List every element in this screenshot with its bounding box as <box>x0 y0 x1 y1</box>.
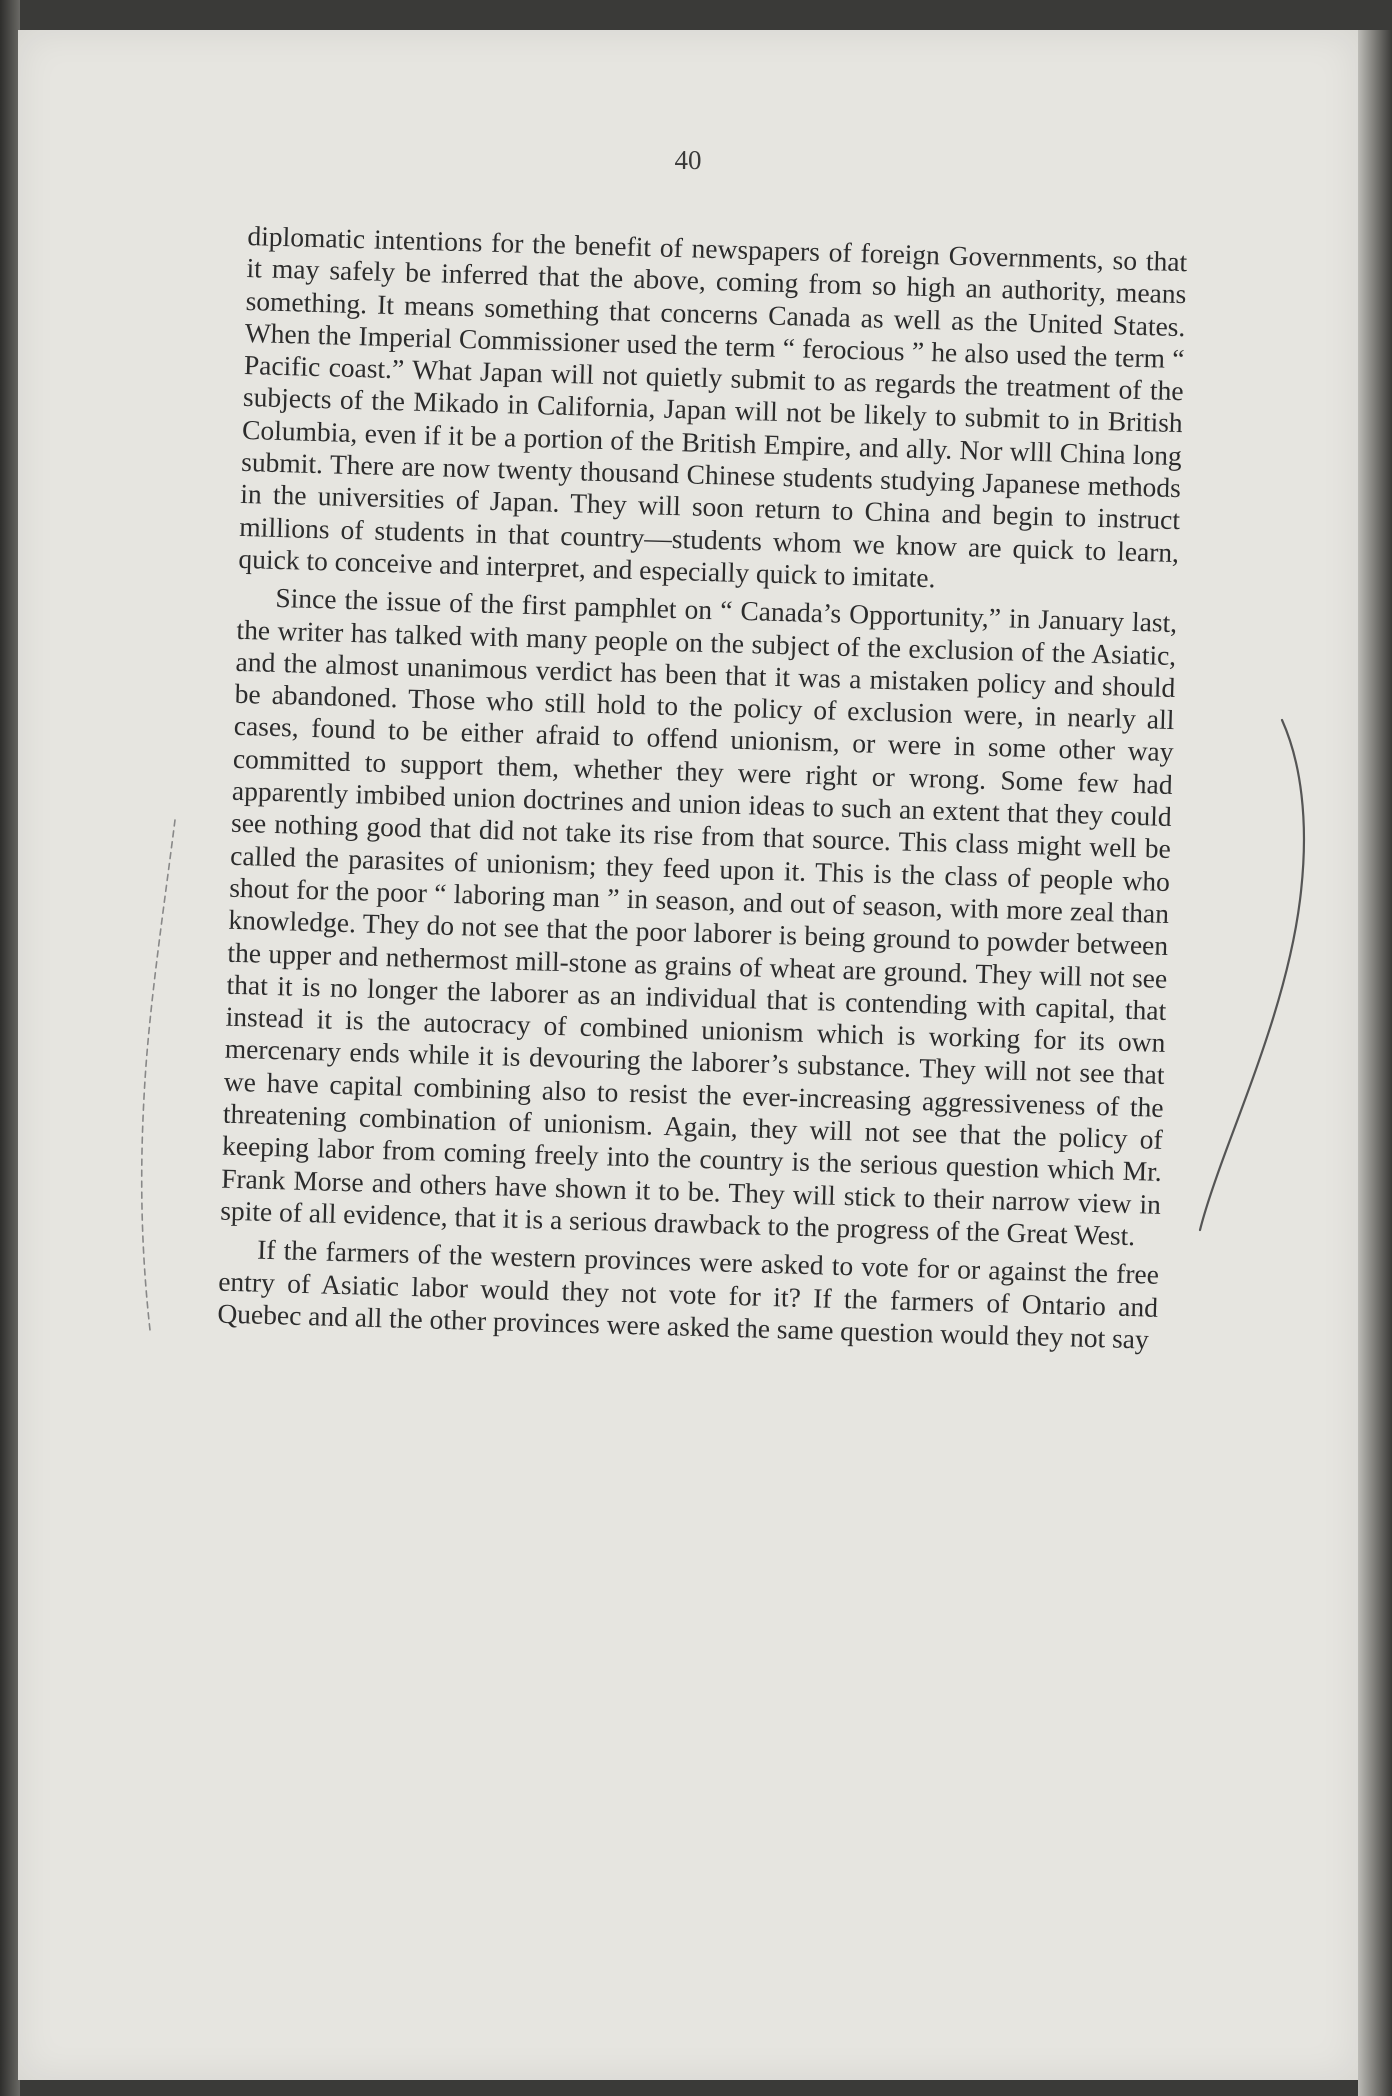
scan-right-edge <box>1358 30 1392 2096</box>
page-number: 40 <box>674 145 702 175</box>
book-page <box>18 30 1358 2080</box>
paragraph-2: Since the issue of the first pamphlet on “ Canada’s Opportunity,” in January last, the writer has talked with many people on the subject of the exclusion of the Asiatic, and the almost unanimous verdict has been that it was a mistaken policy and should be abandoned. Those who still hold to the policy of exclusion were, in nearly all cases, found to be either afraid to offend unionism, or were in some other way committed to support them, whether they were right or wrong. Some few had apparently imbibed union doctrines and union ideas to such an extent that they could see nothing good that did not take its rise from that source. This class might well be called the parasites of unionism; they feed upon it. This is the class of people who shout for the poor “ laboring man ” in season, and out of season, with more zeal than knowledge. They do not see that the poor laborer is being ground to powder between the upper and nethermost mill-stone as grains of wheat are ground. They will not see that it is no longer the laborer as an individual that is contending with capital, that instead it is the autocracy of combined unionism which is working for its own mercenary ends while it is devouring the laborer’s substance. They will not see that we have capital combining also to resist the ever-increasing aggressiveness of the threatening combination of unionism. Again, they will not see that the policy of keeping labor from coming freely into the country is the serious question which Mr. Frank Morse and others have shown it to be. They will stick to their narrow view in spite of all evidence, that it is a serious drawback to the progress of the Great West. <box>219 582 1178 1252</box>
body-text <box>217 220 1188 1356</box>
paragraph-1: diplomatic intentions for the benefit of newspapers of foreign Governments, so that it may safely be inferred that the above, coming from so high an authority, means something. It means something that concerns Canada as well as the United States. When the Imperial Commissioner used the term “ ferocious ” he also used the term “ Pacific coast.” What Japan will not quietly submit to as regards the treatment of the subjects of the Mikado in California, Japan will not be likely to submit to in British Columbia, even if it be a portion of the British Empire, and ally. Nor wlll China long submit. There are now twenty thousand Chinese students studying Japanese methods in the universities of Japan. They will soon return to China and begin to instruct millions of students in that country—students whom we know are quick to learn, quick to conceive and interpret, and especially quick to imitate. <box>238 220 1188 594</box>
paragraph-3: If the farmers of the western provinces were asked to vote for or against the free entry of Asiatic labor would they not vote for it? If the farmers of Ontario and Quebec and all the other provinces were asked the same question would they not say <box>217 1233 1160 1355</box>
scan-left-edge <box>0 0 20 2096</box>
